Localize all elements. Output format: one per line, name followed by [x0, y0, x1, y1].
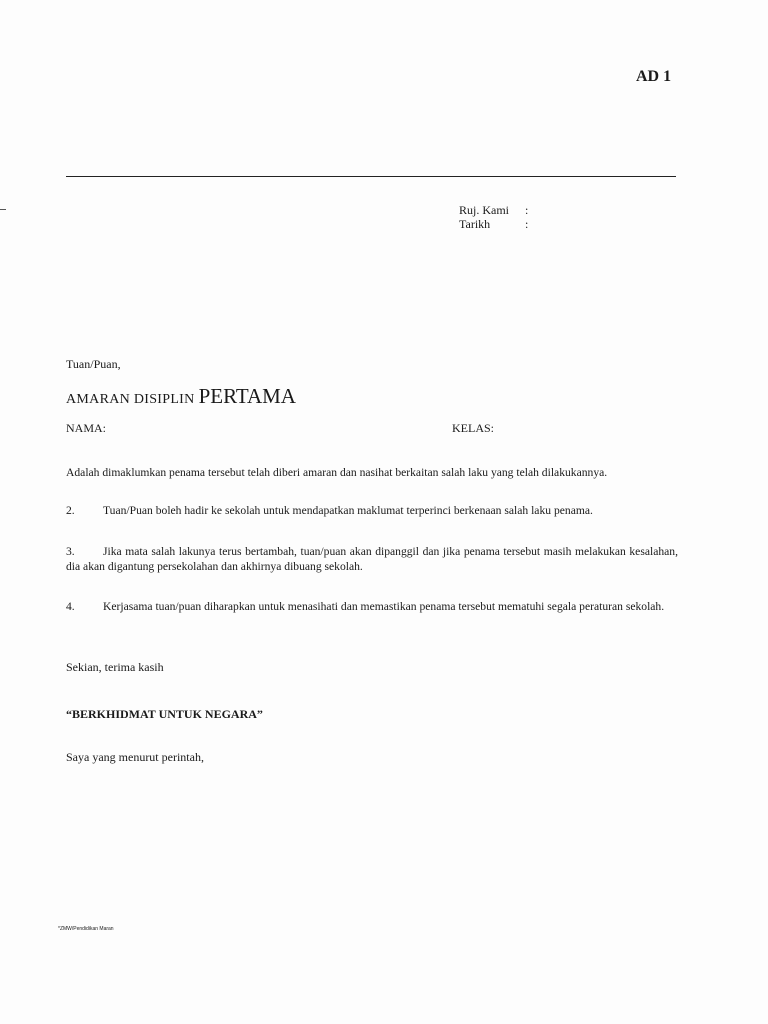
reference-block — [459, 203, 528, 231]
header-rule — [66, 176, 676, 177]
footer-note: *ZMW/Pendidikan Maran — [58, 926, 114, 932]
margin-mark — [0, 209, 6, 210]
reference-row-tarikh — [459, 217, 528, 231]
paragraph-2-text: Tuan/Puan boleh hadir ke sekolah untuk mendapatkan maklumat terperinci berkenaan salah laku penama. — [103, 504, 593, 517]
motto: “BERKHIDMAT UNTUK NEGARA” — [66, 707, 263, 721]
paragraph-3 — [66, 544, 678, 574]
paragraph-4 — [66, 599, 678, 614]
signoff: Saya yang menurut perintah, — [66, 750, 204, 764]
closing: Sekian, terima kasih — [66, 660, 164, 674]
form-code: AD 1 — [636, 68, 672, 85]
ruj-separator: : — [525, 203, 529, 217]
paragraph-2 — [66, 503, 678, 518]
paragraph-2-number: 2. — [66, 504, 75, 517]
title-prefix: AMARAN DISIPLIN — [66, 392, 195, 407]
paragraph-4-number: 4. — [66, 600, 75, 613]
nama-label: NAMA: — [66, 421, 107, 435]
kelas-label: KELAS: — [452, 421, 494, 435]
tarikh-separator: : — [525, 217, 529, 231]
title-emphasis: PERTAMA — [198, 384, 296, 408]
paragraph-3-text: Jika mata salah lakunya terus bertambah, tuan/puan akan dipanggil dan jika penama tersebut masih melakukan kesalahan, dia akan digantung persekolahan dan akhirnya dibuang sekolah. — [66, 545, 678, 573]
paragraph-3-number: 3. — [66, 545, 75, 558]
paragraph-intro: Adalah dimaklumkan penama tersebut telah diberi amaran dan nasihat berkaitan salah laku yang telah dilakukannya. — [66, 466, 608, 479]
reference-row-ruj — [459, 203, 528, 217]
salutation: Tuan/Puan, — [66, 357, 121, 371]
tarikh-label: Tarikh — [459, 217, 491, 231]
paragraph-4-text: Kerjasama tuan/puan diharapkan untuk menasihati dan memastikan penama tersebut mematuhi segala peraturan sekolah. — [103, 600, 665, 613]
ruj-label: Ruj. Kami — [459, 203, 509, 217]
letter-title — [66, 384, 296, 409]
